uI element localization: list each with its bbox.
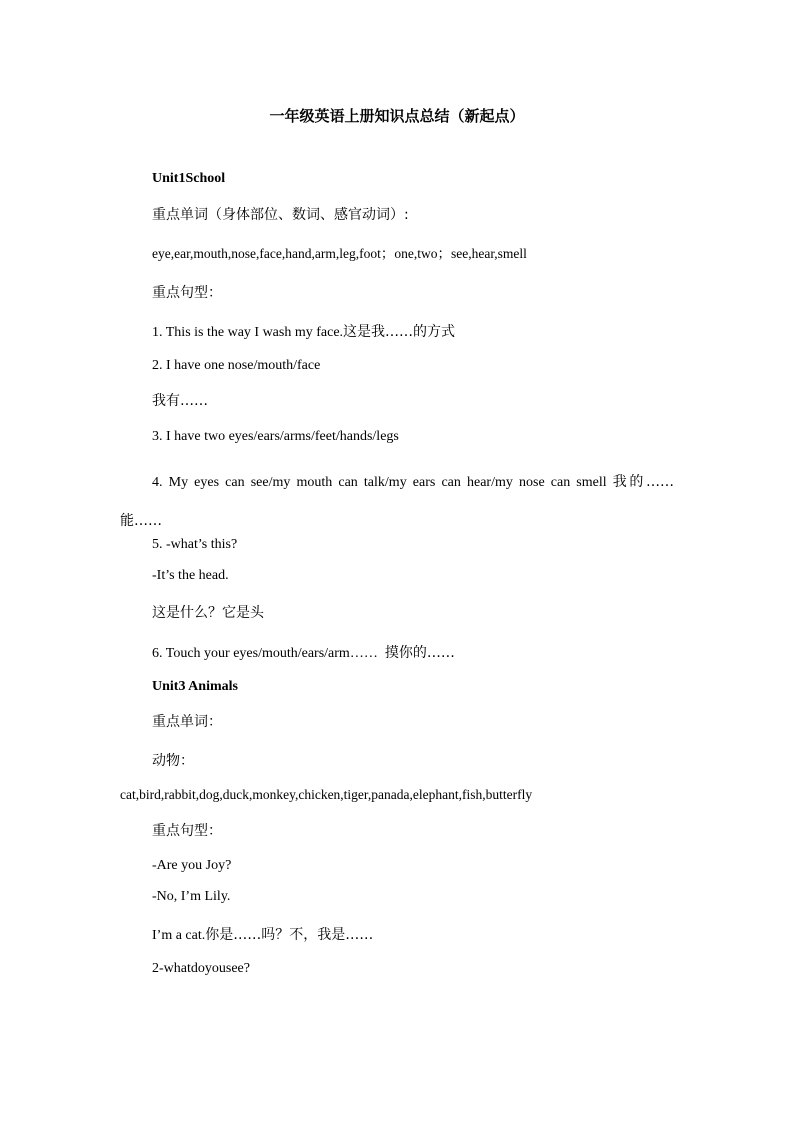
unit1-vocab-label: 重点单词（身体部位、数词、感官动词）: xyxy=(152,207,409,223)
unit3-animals-list: cat,bird,rabbit,dog,duck,monkey,chicken,tiger,panada,elephant,fish,butterfly xyxy=(120,787,533,802)
unit1-sentence-6-cn: 摸你的…… xyxy=(384,645,455,661)
unit1-sentence-2: 2. I have one nose/mouth/face xyxy=(152,358,321,373)
unit3-sentence-1-cn: 你是……吗？不，我是…… xyxy=(205,927,374,943)
unit1-sentence-3: 3. I have two eyes/ears/arms/feet/hands/legs xyxy=(152,429,399,444)
unit3-vocab-label: 重点单词： xyxy=(152,714,222,730)
unit3-sentence-1 xyxy=(152,925,373,946)
unit1-sentence-5-cn: 这是什么？它是头 xyxy=(152,605,264,621)
unit1-heading: Unit1School xyxy=(152,171,226,186)
unit1-sentence-4 xyxy=(120,463,674,541)
unit1-sentence-1-en: 1. This is the way I wash my face. xyxy=(152,325,344,340)
document-title: 一年级英语上册知识点总结（新起点） xyxy=(269,107,525,125)
unit1-vocab-list: eye,ear,mouth,nose,face,hand,arm,leg,foot；one,two；see,hear,smell xyxy=(152,246,527,261)
unit1-sentence-1-cn: 这是我……的方式 xyxy=(343,324,456,340)
unit3-sentence-1-question: -Are you Joy? xyxy=(152,858,232,873)
unit1-sentence-4-cn: 我的……能…… xyxy=(120,474,674,529)
unit3-sentence-2: 2-whatdoyousee? xyxy=(152,961,250,976)
unit1-sentence-6-en: 6. Touch your eyes/mouth/ears/arm…… xyxy=(152,646,378,661)
unit1-sentence-2-cn: 我有…… xyxy=(152,393,208,409)
unit3-sentences-label: 重点句型： xyxy=(152,823,222,839)
unit3-heading: Unit3 Animals xyxy=(152,679,238,694)
unit3-animals-label: 动物： xyxy=(152,753,194,769)
unit3-sentence-1-answer: -No, I’m Lily. xyxy=(152,889,231,904)
unit1-sentences-label: 重点句型： xyxy=(152,285,222,301)
unit1-sentence-5-answer: -It’s the head. xyxy=(152,568,229,583)
unit1-sentence-1 xyxy=(152,322,455,343)
unit1-sentence-5-question: 5. -what’s this? xyxy=(152,537,238,552)
unit3-sentence-1-en: I’m a cat. xyxy=(152,928,206,943)
unit1-sentence-4-en: 4. My eyes can see/my mouth can talk/my ears can hear/my nose can smell xyxy=(152,475,607,490)
unit1-sentence-6 xyxy=(152,643,455,664)
